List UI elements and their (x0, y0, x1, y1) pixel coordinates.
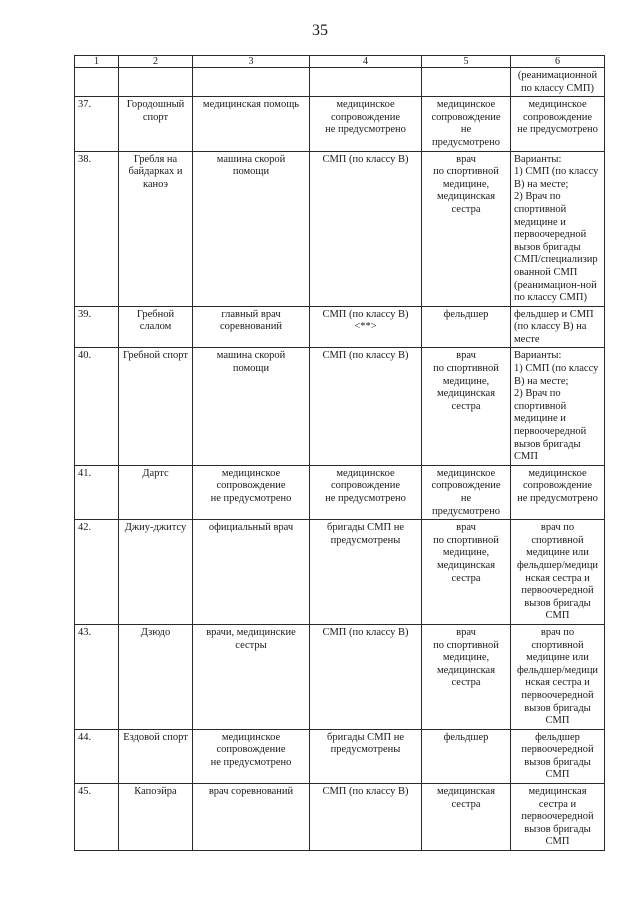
table-cell: врач по спортивной медицине или фельдшер/медици нская сестра и первоочередной вызов бригады СМП (511, 520, 605, 625)
continuation-row (75, 68, 605, 97)
table-cell: бригады СМП не предусмотрены (310, 729, 422, 783)
table-cell: СМП (по классу В) <**> (310, 306, 422, 348)
table-cell (119, 68, 193, 97)
table-cell: медицинская помощь (193, 97, 310, 151)
table-cell: (реанимационной по классу СМП) (511, 68, 605, 97)
row-number: 41. (75, 465, 119, 519)
table-cell: фельдшер (422, 729, 511, 783)
table-row (75, 348, 605, 465)
sport-name: Гребной слалом (119, 306, 193, 348)
table-cell: медицинская сестра и первоочередной вызов бригады СМП (511, 784, 605, 851)
table-cell: врач по спортивной медицине, медицинская сестра (422, 624, 511, 729)
row-number: 38. (75, 151, 119, 306)
table-cell: врач по спортивной медицине, медицинская сестра (422, 151, 511, 306)
row-number: 40. (75, 348, 119, 465)
table-cell: главный врач соревнований (193, 306, 310, 348)
sport-name: Дартс (119, 465, 193, 519)
table-row (75, 306, 605, 348)
page-number: 35 (312, 22, 328, 39)
table-cell: СМП (по классу В) (310, 784, 422, 851)
column-number-row (75, 56, 605, 68)
column-number-cell: 1 (75, 56, 119, 68)
table-cell: машина скорой помощи (193, 348, 310, 465)
table-cell: врач по спортивной медицине, медицинская сестра (422, 348, 511, 465)
row-number: 39. (75, 306, 119, 348)
column-number-cell: 2 (119, 56, 193, 68)
sport-name: Джиу-джитсу (119, 520, 193, 625)
table-cell: медицинское сопровождение не предусмотрено (310, 465, 422, 519)
table-cell: медицинское сопровождение не предусмотрено (422, 97, 511, 151)
table-cell (75, 68, 119, 97)
table-cell: врач соревнований (193, 784, 310, 851)
table-row (75, 465, 605, 519)
table-cell (193, 68, 310, 97)
table-cell: медицинское сопровождение не предусмотрено (422, 465, 511, 519)
row-number: 42. (75, 520, 119, 625)
table-cell: фельдшер и СМП (по классу В) на месте (511, 306, 605, 348)
table-row (75, 784, 605, 851)
table-cell (422, 68, 511, 97)
table-row (75, 97, 605, 151)
table-cell: машина скорой помощи (193, 151, 310, 306)
table-cell: СМП (по классу В) (310, 624, 422, 729)
table-cell: медицинская сестра (422, 784, 511, 851)
sports-medical-table (74, 55, 605, 851)
column-number-cell: 6 (511, 56, 605, 68)
table-row (75, 151, 605, 306)
table-cell: фельдшер (422, 306, 511, 348)
row-number: 44. (75, 729, 119, 783)
table-cell: Варианты: 1) СМП (по классу В) на месте; 2) Врач по спортивной медицине и первоочередной вызов бригады СМП/специализир ованной СМП (реанимацион-ной по классу СМП) (511, 151, 605, 306)
row-number: 45. (75, 784, 119, 851)
table-cell: официальный врач (193, 520, 310, 625)
table-cell: врач по спортивной медицине, медицинская сестра (422, 520, 511, 625)
sport-name: Гребля на байдарках и каноэ (119, 151, 193, 306)
column-number-cell: 5 (422, 56, 511, 68)
sport-name: Гребной спорт (119, 348, 193, 465)
table-cell: Варианты: 1) СМП (по классу В) на месте; 2) Врач по спортивной медицине и первоочередной вызов бригады СМП (511, 348, 605, 465)
column-number-cell: 4 (310, 56, 422, 68)
table-cell (310, 68, 422, 97)
row-number: 43. (75, 624, 119, 729)
table-cell: СМП (по классу В) (310, 151, 422, 306)
table-cell: фельдшер первоочередной вызов бригады СМП (511, 729, 605, 783)
table-row (75, 729, 605, 783)
table-cell: медицинское сопровождение не предусмотрено (193, 465, 310, 519)
sport-name: Ездовой спорт (119, 729, 193, 783)
sport-name: Дзюдо (119, 624, 193, 729)
row-number: 37. (75, 97, 119, 151)
sport-name: Городошный спорт (119, 97, 193, 151)
table-row (75, 520, 605, 625)
table-cell: медицинское сопровождение не предусмотрено (511, 465, 605, 519)
table-cell: медицинское сопровождение не предусмотрено (310, 97, 422, 151)
table-cell: медицинское сопровождение не предусмотрено (193, 729, 310, 783)
table-cell: СМП (по классу В) (310, 348, 422, 465)
table-cell: бригады СМП не предусмотрены (310, 520, 422, 625)
sport-name: Капоэйра (119, 784, 193, 851)
table-cell: врачи, медицинские сестры (193, 624, 310, 729)
table-cell: медицинское сопровождение не предусмотрено (511, 97, 605, 151)
column-number-cell: 3 (193, 56, 310, 68)
table-cell: врач по спортивной медицине или фельдшер/медици нская сестра и первоочередной вызов бригады СМП (511, 624, 605, 729)
table-row (75, 624, 605, 729)
